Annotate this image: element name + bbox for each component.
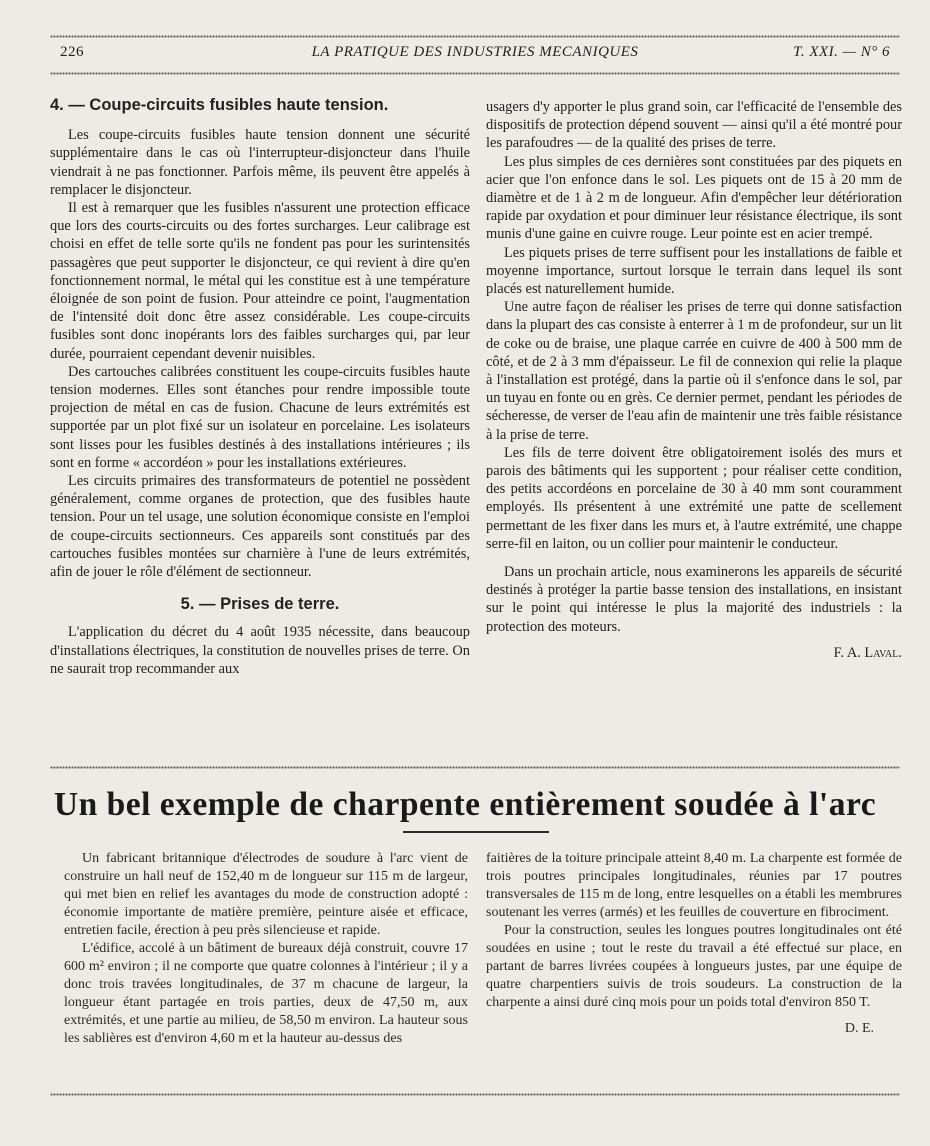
page-number: 226: [60, 44, 84, 60]
journal-title: LA PRATIQUE DES INDUSTRIES MECANIQUES: [311, 44, 639, 60]
top-rule: [50, 35, 900, 38]
paragraph: L'application du décret du 4 août 1935 nécessite, dans beaucoup d'installations électriques, la constitution de nouvelles prises de terre. On ne saurait trop recommander aux: [50, 624, 470, 677]
paragraph: Les coupe-circuits fusibles haute tension donnent une sécurité supplémentaire dans le cas où l'interrupteur-disjoncteur dans l'huile viendrait à ne pas fonctionner. Parfois même, ils peuvent être appelés à remplacer le disjoncteur.: [50, 127, 470, 198]
running-header: [60, 44, 890, 66]
issue-number: T. XXI. — N° 6: [793, 44, 890, 60]
paragraph: Les plus simples de ces dernières sont constituées par des piquets en acier que l'on enfonce dans le sol. Les piquets ont de 15 à 20 mm de diamètre et de 1 à 2 m de longueur. Afin d'empêcher leur détérioration rapide par oxydation et pour diminuer leur résistance électrique, ils sont munis d'une gaine en cuivre rouge. Leur pointe est en acier trempé.: [486, 153, 902, 243]
author-signature: D. E.: [844, 1021, 874, 1036]
section5-title: 5. — Prises de terre.: [180, 595, 340, 614]
article-separator: [50, 766, 900, 769]
paragraph: Une autre façon de réaliser les prises de terre qui donne satisfaction dans la plupart des cas consiste à enterrer à 1 m de profondeur, sur un lit de coke ou de braise, une plaque carrée en cuivre de 400 à 500 mm de côté, et de 2 à 3 mm d'épaisseur. Le fil de connexion qui relie la plaque à l'installation est protégé, dans la partie où il s'enfonce dans le sol, par un tuyau en fonte ou en grès. Ce dernier permet, pendant les périodes de sécheresse, de verser de l'eau afin de maintenir une très faible résistance à la prise de terre.: [486, 299, 902, 443]
header-rule: [50, 72, 900, 75]
paragraph: Des cartouches calibrées constituent les coupe-circuits fusibles haute tension modernes. Elles sont étanches pour rendre impossible toute projection de métal en cas de fusion. Chacune de leurs extrémités est supportée par un plot fixé sur un isolateur en porcelaine. Les isolateurs sont lisses pour les fusibles destinés à des installations intérieures ; ils sont en forme « accordéon » pour les installations extérieures.: [50, 363, 470, 471]
section4-title: 4. — Coupe-circuits fusibles haute tension.: [50, 96, 389, 114]
article1-left-column: [50, 96, 470, 678]
paragraph: Les piquets prises de terre suffisent pour les installations de faible et moyenne importance, surtout lorsque le terrain dans lequel ils sont placés est naturellement humide.: [486, 244, 902, 298]
article2-right-column: [486, 850, 902, 1038]
paragraph: Dans un prochain article, nous examinerons les appareils de sécurité destinés à protéger la partie basse tension des installations, en insistant sur le point qui intéresse le plus la majorité des industriels : la protection des moteurs.: [486, 564, 902, 635]
bottom-rule: [50, 1093, 900, 1096]
paragraph: Il est à remarquer que les fusibles n'assurent une protection efficace que lors des courts-circuits ou des fortes surcharges. Leur calibrage est choisi en effet de telle sorte qu'ils ne fondent pas pour les surintensités passagères que peut supporter le disjoncteur, ce qui revient à dire qu'en fonctionnement normal, le métal qui les constitue est à une température éloignée de son point de fusion. Pour atteindre ce point, l'augmentation de l'intensité doit donc être assez considérable. Les coupe-circuits fusibles sont donc inopérants lors des faibles surcharges qui, par leur durée, pourraient cependant devenir nuisibles.: [50, 200, 470, 362]
paragraph: L'édifice, accolé à un bâtiment de bureaux déjà construit, couvre 17 600 m² environ ; il ne comporte que quatre colonnes à l'intérieur ; il y a donc trois travées longitudinales, de 37 m chacune de largeur, la longueur étant partagée en trois parties, deux de 47,50 m, aux extrémités, et une partie au milieu, de 58,50 m environ. La hauteur sous les sablières est d'environ 4,60 m et la hauteur au-dessus des: [64, 941, 468, 1046]
article1-right-column: [486, 98, 902, 662]
paragraph: Les fils de terre doivent être obligatoirement isolés des murs et parois des bâtiments qui les supportent ; pour réaliser cette condition, des petits accordéons en porcelaine de 30 à 40 mm sont couramment employés. Ils présentent à une extrémité une patte de scellement permettant de les fixer dans les murs et, à l'autre extrémité, une chappe serre-fil en laiton, ou un collier pour maintenir le conducteur.: [486, 444, 902, 552]
paragraph: Un fabricant britannique d'électrodes de soudure à l'arc vient de construire un hall neuf de 152,40 m de longueur sur 115 m de largeur, qui met bien en relief les avantages du mode de construction adopté : économie importante de matière première, peinture aisée et efficace, entretien facile, érection à peu près silencieuse et rapide.: [64, 851, 468, 938]
paragraph: Les circuits primaires des transformateurs de potentiel ne possèdent généralement, comme organes de protection, que des fusibles haute tension. Pour un tel usage, une solution économique consiste en l'emploi de coupe-circuits sectionneurs. Ces appareils sont constitués par des cartouches fusibles montées sur charnière à l'une de leurs extrémités, afin de jouer le rôle d'élément de sectionneur.: [50, 473, 470, 581]
paragraph: usagers d'y apporter le plus grand soin, car l'efficacité de l'ensemble des dispositifs de protection dépend souvent — ainsi qu'il a été montré pour les parafoudres — de la qualité des prises de terre.: [486, 99, 902, 152]
paragraph: Pour la construction, seules les longues poutres longitudinales ont été soudées en usine ; tout le reste du travail a été effectué sur place, en partant de barres livrées coupées à longueurs justes, par une équipe de quatre charpentiers suivis de trois soudeurs. La construction de la charpente a ainsi duré cinq mois pour un poids total d'environ 850 T.: [486, 923, 902, 1010]
paragraph: faitières de la toiture principale atteint 8,40 m. La charpente est formée de trois poutres principales longitudinales, réunies par 17 poutres transversales de 115 m de long, entre lesquelles on a établi les membrures soutenant les verres (armés) et les feuilles de couverture en fibrociment.: [486, 851, 902, 920]
article2-title: Un bel exemple de charpente entièrement soudée à l'arc: [53, 786, 877, 823]
author-signature: F. A. Laval.: [833, 644, 902, 661]
title-underline: [403, 831, 549, 833]
article2-left-column: [64, 850, 468, 1048]
